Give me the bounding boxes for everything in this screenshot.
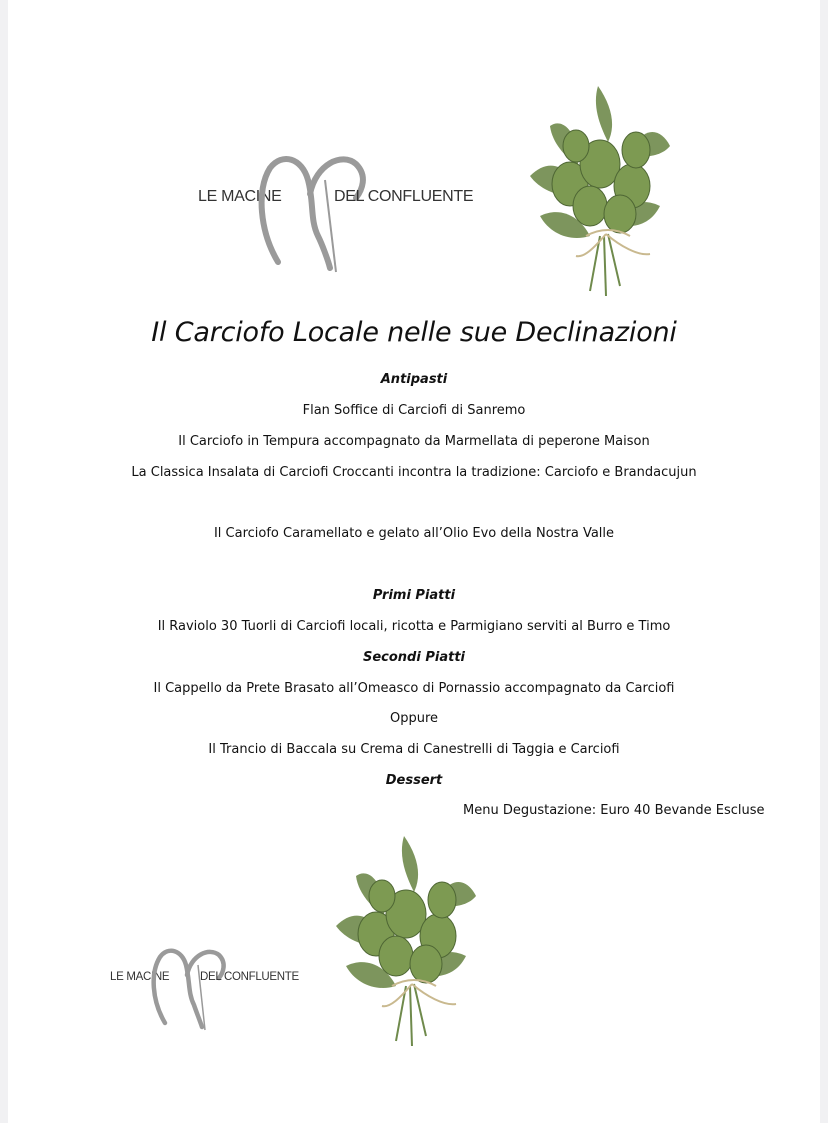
menu-item: Il Carciofo in Tempura accompagnato da Marmellata di peperone Maison <box>178 434 650 449</box>
logo-text-right: DEL CONFLUENTE <box>334 188 474 205</box>
menu-item: Il Trancio di Baccala su Crema di Canestrelli di Taggia e Carciofi <box>208 742 620 757</box>
artichoke-bouquet-icon <box>326 836 486 1051</box>
section-heading-primi: Primi Piatti <box>372 588 456 603</box>
menu-item: Il Raviolo 30 Tuorli di Carciofi locali, ricotta e Parmigiano serviti al Burro e Timo <box>157 619 671 634</box>
section-heading-secondi: Secondi Piatti <box>362 650 465 665</box>
price-note: Menu Degustazione: Euro 40 Bevande Escluse <box>463 803 765 818</box>
menu-item: Il Cappello da Prete Brasato all’Omeasco di Pornassio accompagnato da Carciofi <box>153 681 675 696</box>
section-heading-antipasti: Antipasti <box>380 372 448 387</box>
artichoke-bouquet-icon <box>520 86 680 301</box>
menu-item: Flan Soffice di Carciofi di Sanremo <box>302 403 526 418</box>
section-heading-dessert: Dessert <box>385 773 443 788</box>
menu-page <box>8 0 820 1123</box>
restaurant-logo-footer <box>110 945 320 1035</box>
menu-title: Il Carciofo Locale nelle sue Declinazioni <box>151 317 677 348</box>
logo-mark-icon <box>110 945 320 1035</box>
restaurant-logo <box>198 150 498 280</box>
menu-item-alternative: Oppure <box>389 711 439 726</box>
logo-text-right: DEL CONFLUENTE <box>200 971 299 983</box>
menu-item: La Classica Insalata di Carciofi Croccanti incontra la tradizione: Carciofo e Brandacujun <box>131 465 697 480</box>
logo-text-left: LE MACINE <box>198 188 282 205</box>
logo-mark-icon <box>198 150 498 280</box>
logo-text-left: LE MACINE <box>110 971 170 983</box>
menu-item: Il Carciofo Caramellato e gelato all’Olio Evo della Nostra Valle <box>213 526 615 541</box>
